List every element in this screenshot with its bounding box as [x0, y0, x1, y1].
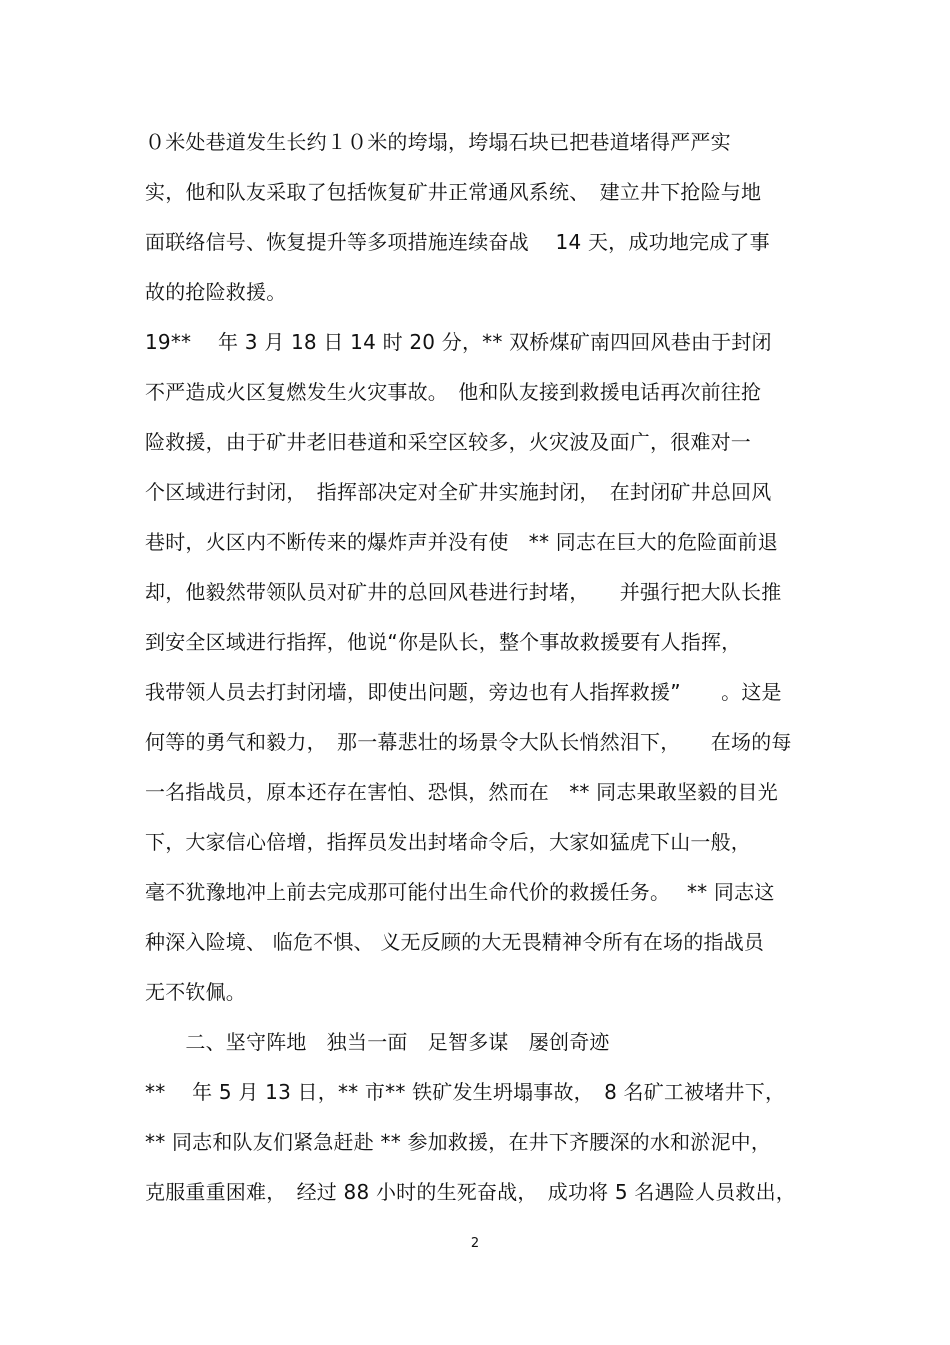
text-line: 下，大家信心倍增，指挥员发出封堵命令后，大家如猛虎下山一般，	[145, 830, 751, 854]
text-line: 克服重重困难， 经过 88 小时的生死奋战， 成功将 5 名遇险人员救出，	[145, 1180, 797, 1204]
text-line: 种深入险境、 临危不惧、 义无反顾的大无畏精神令所有在场的指战员	[145, 930, 765, 954]
text-line: ** 同志和队友们紧急赶赴 ** 参加救援，在井下齐腰深的水和淤泥中，	[145, 1130, 772, 1154]
text-line: 毫不犹豫地冲上前去完成那可能付出生命代价的救援任务。 ** 同志这	[145, 880, 775, 904]
text-line: 到安全区域进行指挥，他说“你是队长，整个事故救援要有人指挥，	[145, 630, 742, 654]
text-line: ０米处巷道发生长约１０米的垮塌，垮塌石块已把巷道堵得严严实	[145, 130, 731, 154]
section-heading: 二、坚守阵地 独当一面 足智多谋 屡创奇迹	[145, 1030, 610, 1054]
text-line: 个区域进行封闭， 指挥部决定对全矿井实施封闭， 在封闭矿井总回风	[145, 480, 772, 504]
text-line: 无不钦佩。	[145, 980, 246, 1004]
text-line: 险救援，由于矿井老旧巷道和采空区较多，火灾波及面广，很难对一	[145, 430, 751, 454]
page-number: 2	[470, 1236, 480, 1251]
text-line: 我带领人员去打封闭墙，即使出问题，旁边也有人指挥救援” 。这是	[145, 680, 782, 704]
text-line: 面联络信号、恢复提升等多项措施连续奋战 14 天，成功地完成了事	[145, 230, 770, 254]
text-line: 何等的勇气和毅力， 那一幕悲壮的场景令大队长悄然泪下， 在场的每	[145, 730, 792, 754]
text-line: 19** 年 3 月 18 日 14 时 20 分，** 双桥煤矿南四回风巷由于封闭	[145, 330, 772, 354]
text-line: 一名指战员，原本还存在害怕、恐惧，然而在 ** 同志果敢坚毅的目光	[145, 780, 778, 804]
text-line: 却，他毅然带领队员对矿井的总回风巷进行封堵， 并强行把大队长推	[145, 580, 782, 604]
text-line: 不严造成火区复燃发生火灾事故。 他和队友接到救援电话再次前往抢	[145, 380, 762, 404]
text-line: 巷时，火区内不断传来的爆炸声并没有使 ** 同志在巨大的危险面前退	[145, 530, 778, 554]
text-line: 故的抢险救援。	[145, 280, 287, 304]
text-line: ** 年 5 月 13 日，** 市** 铁矿发生坍塌事故， 8 名矿工被堵井下，	[145, 1080, 786, 1104]
text-line: 实，他和队友采取了包括恢复矿井正常通风系统、 建立井下抢险与地	[145, 180, 762, 204]
